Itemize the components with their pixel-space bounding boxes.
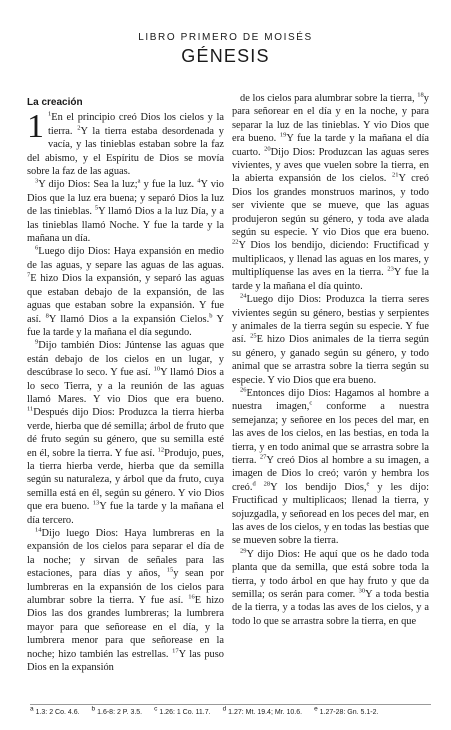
left-column-text <box>27 108 225 674</box>
footnote-marker: d <box>252 480 256 488</box>
book-title: LIBRO PRIMERO DE MOISÉS <box>138 32 313 43</box>
footnotes <box>30 704 431 716</box>
verse-number: 13 <box>92 499 100 507</box>
verse-number: 8 <box>45 312 49 320</box>
main-title: GÉNESIS <box>181 46 270 66</box>
verse-number: 28 <box>263 480 271 488</box>
verse-number: 10 <box>153 365 161 373</box>
verse-paragraph: $^{14}$Dijo luego Dios: Haya lumbreras en la expansión de los cielos para separar el día de la noche; y sirvan de señales para las estaciones, para días y años, $^{15}$y sean por lumbreras en la expansión de los cielos para alumbrar sobre la tierra. Y fue así. $^{16}$E hizo Dios las dos grandes lumbreras; la lumbrera mayor para que señorease en el día, y la lumbrera menor para que señorease en la noche; hizo también las estrellas. $^{17}$Y las puso Dios en la expansión <box>27 526 224 674</box>
footnote: $^d$ 1.27: Mt. 19.4; Mr. 10.6. <box>222 705 303 716</box>
verse-number: 24 <box>240 292 247 300</box>
footnote: $^a$ 1.3: 2 Co. 4.6. <box>30 705 80 716</box>
chapter-number: 1 <box>27 108 44 146</box>
verse-number: 27 <box>259 453 267 461</box>
footnote: $^c$ 1.26: 1 Co. 11.7. <box>154 705 211 716</box>
verse-number: 1 <box>48 110 52 118</box>
verse-number: 16 <box>188 593 195 601</box>
verse-number: 9 <box>35 338 39 346</box>
verse-number: 15 <box>166 566 174 574</box>
verse-number: 7 <box>27 271 31 279</box>
verse-number: 30 <box>358 587 366 595</box>
verse-number: 5 <box>94 204 99 212</box>
verse-paragraph: $^3$Y dijo Dios: Sea la luz;$^a$ y fue la luz. $^4$Y vio Dios que la luz era buena; y separó Dios la luz de las tinieblas. $^5$Y llamó Dios a la luz Día, y a las tinieblas llamó Noche. Y fue la tarde y la mañana un día. <box>27 177 224 245</box>
footnote-marker: b <box>209 312 213 320</box>
verse-number: 6 <box>35 245 39 252</box>
footnote-marker: e <box>366 480 370 488</box>
verse-number: 20 <box>264 145 271 153</box>
verse-number: 25 <box>250 332 257 340</box>
verse-number: 19 <box>279 131 287 139</box>
verse-number: 4 <box>197 177 201 185</box>
verse-paragraph: $^{26}$Entonces dijo Dios: Hagamos al hombre a nuestra imagen,$^c$ conforme a nuestra semejanza; y señoree en los peces del mar, en las aves de los cielos, en las bestias, en toda la tierra, y en todo animal que se arrastra sobre la tierra. $^{27}$Y creó Dios al hombre a su imagen, a imagen de Dios lo creó; varón y hembra los creó.$^d$ $^{28}$Y los bendijo Dios,$^e$ y les dijo: Fructificad y multiplicaos; llenad la tierra, y sojuzgadla, y señoread en los peces del mar, en las aves de los cielos, y en todas las bestias que se mueven sobre la tierra. <box>232 386 429 547</box>
right-column <box>232 92 429 628</box>
verse-number: 3 <box>35 177 39 185</box>
footnote-marker: a <box>137 177 141 185</box>
verse-number: 18 <box>417 91 424 99</box>
verse-number: 17 <box>172 647 179 655</box>
verse-number: 2 <box>77 124 81 132</box>
verse-number: 14 <box>35 526 42 534</box>
footnote: $^e$ 1.27-28: Gn. 5.1-2. <box>314 705 379 716</box>
verse-paragraph: $^{24}$Luego dijo Dios: Produzca la tierra seres vivientes según su género, bestias y serpientes y animales de la tierra según su especie. Y fue así. $^{25}$E hizo Dios animales de la tierra según su género, y ganado según su género, y todo animal que se arrastra sobre la tierra según su especie. Y vio Dios que era bueno. <box>232 292 429 386</box>
footnote-marker: c <box>309 399 313 407</box>
verse-number: 23 <box>387 265 394 273</box>
verse-paragraph: 1 $^1$En el principio creó Dios los cielos y la tierra. $^2$Y la tierra estaba desordenada y vacía, y las tinieblas estaban sobre la faz del abismo, y el Espíritu de Dios se movía sobre la faz de las aguas. <box>27 108 225 178</box>
verse-number: 29 <box>240 547 247 555</box>
verse-number: 12 <box>157 446 165 454</box>
verse-paragraph: $^6$Luego dijo Dios: Haya expansión en medio de las aguas, y separe las aguas de las aguas. $^7$E hizo Dios la expansión, y separó las aguas que estaban debajo de la expansión, de las aguas que estaban sobre la expansión. Y fue así. $^8$Y llamó Dios a la expansión Cielos.$^b$ Y fue la tarde y la mañana el día segundo. <box>27 245 224 338</box>
verse-number: 22 <box>232 239 239 246</box>
verse-number: 21 <box>391 171 399 179</box>
footnote: $^b$ 1.6-8: 2 P. 3.5. <box>91 705 143 716</box>
section-heading: La creación <box>27 97 83 108</box>
right-column-text <box>232 92 429 628</box>
verse-number: 11 <box>27 405 34 413</box>
left-column <box>27 96 224 674</box>
verse-number: 26 <box>240 386 247 394</box>
verse-paragraph: $^{29}$Y dijo Dios: He aquí que os he dado toda planta que da semilla, que está sobre toda la tierra, y todo árbol en que hay fruto y que da semilla; os serán para comer. $^{30}$Y a toda bestia de la tierra, y a todas las aves de los cielos, y a todo lo que se arrastra sobre la tierra, en que <box>232 547 429 627</box>
verse-paragraph: de los cielos para alumbrar sobre la tierra, $^{18}$y para señorear en el día y en la noche, y para separar la luz de las tinieblas. Y vio Dios que era bueno. $^{19}$Y fue la tarde y la mañana el día cuarto. $^{20}$Dijo Dios: Produzcan las aguas seres vivientes, y aves que vuelen sobre la tierra, en la abierta expansión de los cielos. $^{21}$Y creó Dios los grandes monstruos marinos, y todo ser viviente que se mueve, que las aguas produjeron según su género, y toda ave alada según su especie. Y vio Dios que era bueno. $^{22}$Y Dios los bendijo, diciendo: Fructificad y multiplicaos, y llenad las aguas en los mares, y multiplíquense las aves en la tierra. $^{23}$Y fue la tarde y la mañana el día quinto. <box>232 91 429 292</box>
verse-paragraph: $^9$Dijo también Dios: Júntense las aguas que están debajo de los cielos en un lugar, y descúbrase lo seco. Y fue así. $^{10}$Y llamó Dios a lo seco Tierra, y a la reunión de las aguas llamó Mares. Y vio Dios que era bueno. $^{11}$Después dijo Dios: Produzca la tierra hierba verde, hierba que dé semilla; árbol de fruto que dé fruto según su género, que su semilla esté en él, sobre la tierra. Y fue así. $^{12}$Produjo, pues, la tierra hierba verde, hierba que da semilla según su naturaleza, y árbol que da fruto, cuya semilla está en él, según su género. Y vio Dios que era bueno. $^{13}$Y fue la tarde y la mañana el día tercero. <box>27 338 224 526</box>
